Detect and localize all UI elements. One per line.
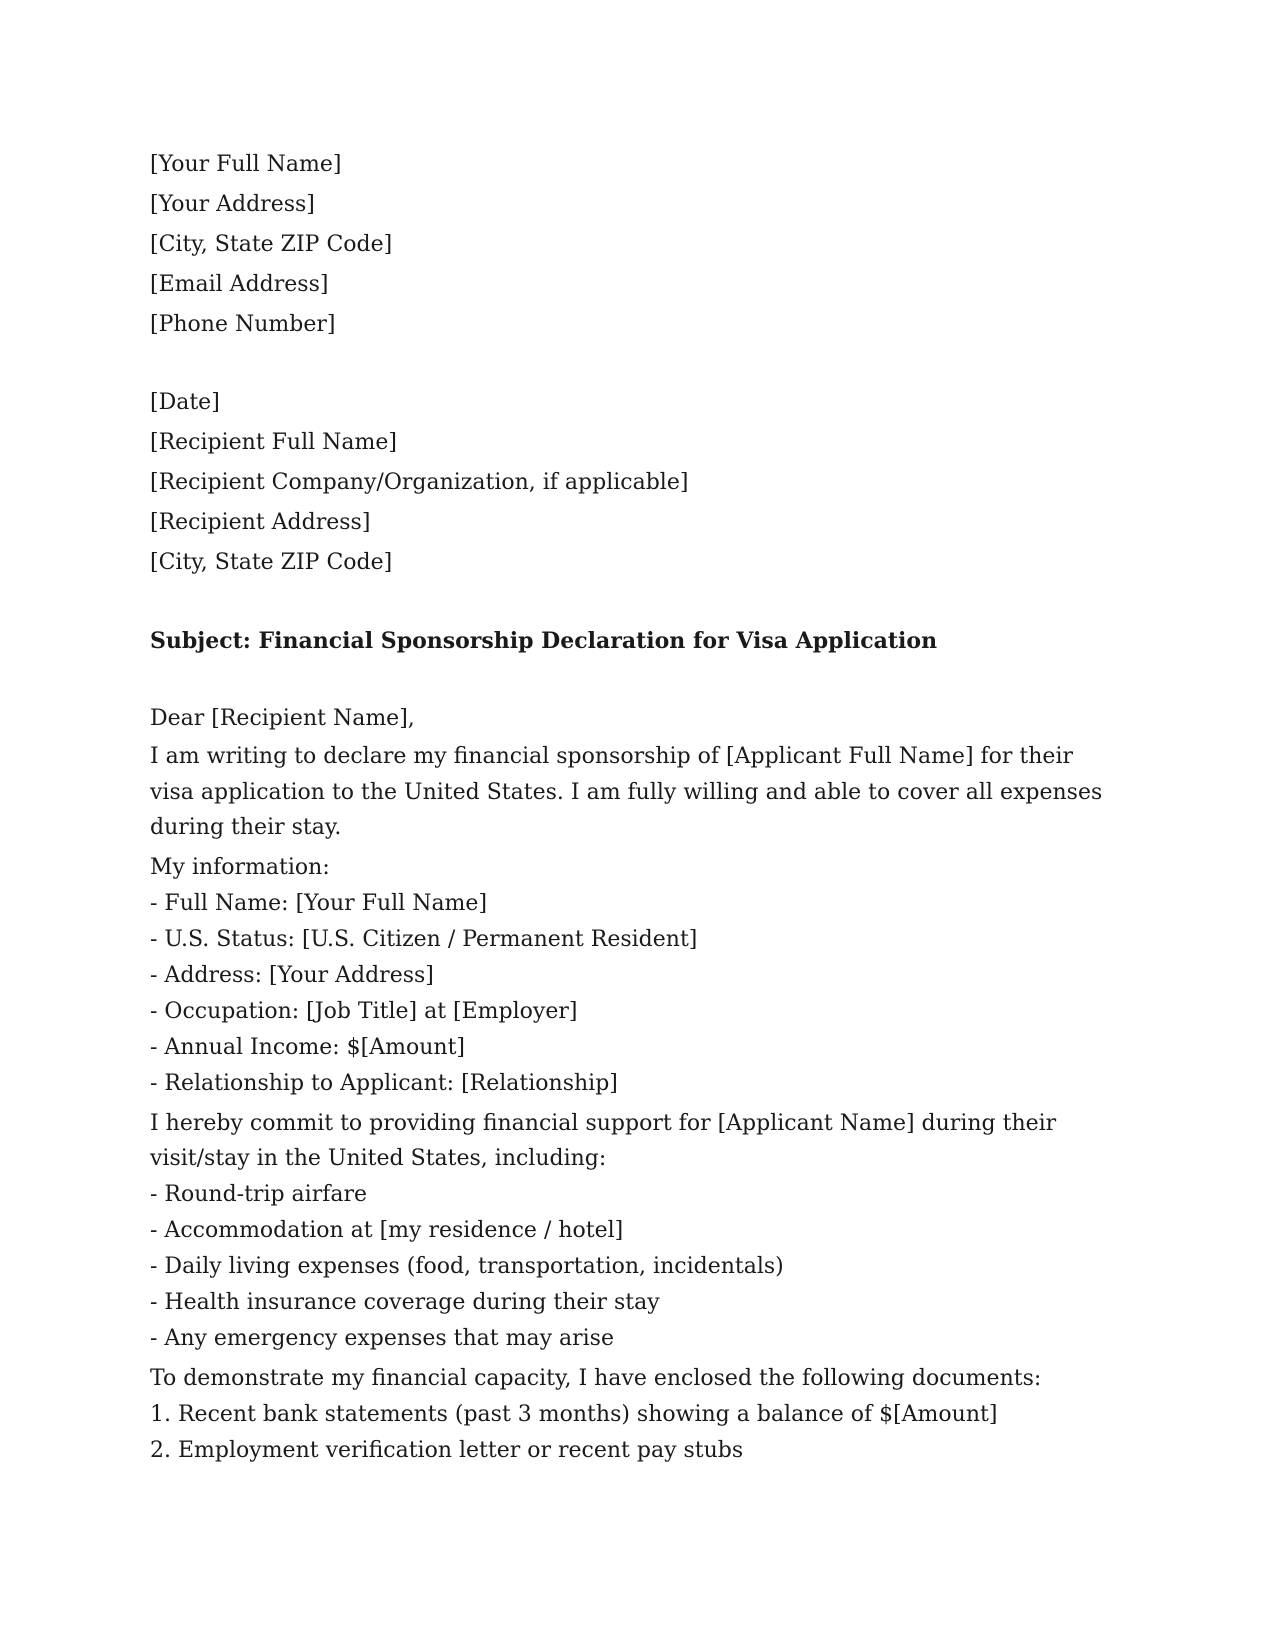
sender-city-state-zip: [City, State ZIP Code] [150,232,393,257]
list-item: - Accommodation at [my residence / hotel] [150,1217,624,1243]
list-item: - Daily living expenses (food, transportation, incidentals) [150,1253,784,1279]
commitment-paragraph: I hereby commit to providing financial support for [Applicant Name] during their visit/stay in the United States, including: [150,1110,1057,1171]
documents-intro: To demonstrate my financial capacity, I have enclosed the following documents: [150,1365,1042,1391]
sender-block [150,145,1110,345]
my-information-heading: My information: [150,854,330,880]
list-item: - Any emergency expenses that may arise [150,1325,614,1351]
list-item: - U.S. Status: [U.S. Citizen / Permanent Resident] [150,926,698,952]
salutation: Dear [Recipient Name], [150,706,415,731]
spacer [150,661,1110,699]
documents-section [150,1361,1110,1469]
list-item: - Address: [Your Address] [150,962,434,988]
list-item: 2. Employment verification letter or recent pay stubs [150,1437,744,1463]
spacer [150,345,1110,383]
spacer [150,583,1110,621]
list-item: - Occupation: [Job Title] at [Employer] [150,998,578,1024]
recipient-block [150,383,1110,583]
commitment-section [150,1106,1110,1357]
sender-phone: [Phone Number] [150,312,336,337]
recipient-full-name: [Recipient Full Name] [150,430,397,455]
recipient-city-state-zip: [City, State ZIP Code] [150,550,393,575]
recipient-company: [Recipient Company/Organization, if applicable] [150,470,689,495]
recipient-address: [Recipient Address] [150,510,371,535]
sender-full-name: [Your Full Name] [150,152,342,177]
subject-line: Subject: Financial Sponsorship Declaration for Visa Application [150,628,938,654]
list-item: 1. Recent bank statements (past 3 months) showing a balance of $[Amount] [150,1401,998,1427]
letter-date: [Date] [150,390,220,415]
letter-body [150,145,1110,1469]
list-item: - Round-trip airfare [150,1181,368,1207]
my-information-section [150,850,1110,1102]
sender-email: [Email Address] [150,272,329,297]
list-item: - Health insurance coverage during their stay [150,1289,660,1315]
list-item: - Annual Income: $[Amount] [150,1034,466,1060]
list-item: - Full Name: [Your Full Name] [150,890,488,916]
sender-address: [Your Address] [150,192,315,217]
intro-paragraph: I am writing to declare my financial sponsorship of [Applicant Full Name] for their visa application to the United States. I am fully willing and able to cover all expenses during their stay. [150,744,1103,840]
list-item: - Relationship to Applicant: [Relationship] [150,1070,618,1096]
